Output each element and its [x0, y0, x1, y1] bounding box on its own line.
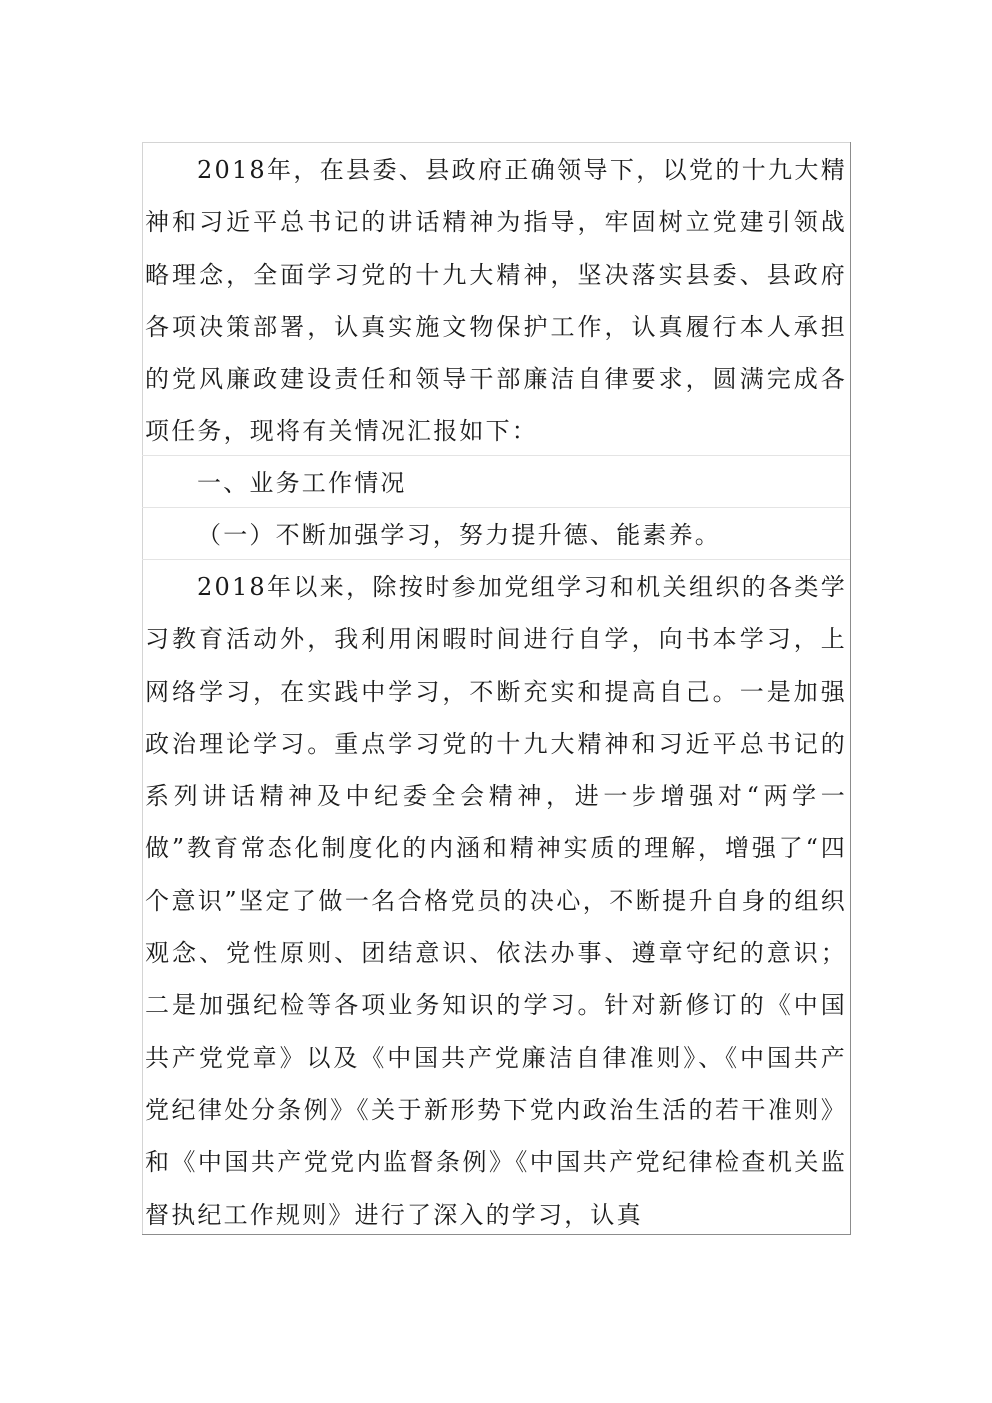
section-heading: 一、业务工作情况	[197, 469, 407, 497]
body-paragraph: 2018年以来，除按时参加党组学习和机关组织的各类学习教育活动外，我利用闲暇时间进行自学，向书本学习，上网络学习，在实践中学习，不断充实和提高自己。一是加强政治理论学习。重点学习党的十九大精神和习近平总书记的系列讲话精神及中纪委全会精神，进一步增强对“两学一做”教育常态化制度化的内涵和精神实质的理解，增强了“四个意识”坚定了做一名合格党员的决心，不断提升自身的组织观念、党性原则、团结意识、依法办事、遵章守纪的意识；二是加强纪检等各项业务知识的学习。针对新修订的《中国共产党党章》以及《中国共产党廉洁自律准则》、《中国共产党纪律处分条例》《关于新形势下党内政治生活的若干准则》和《中国共产党党内监督条例》《中国共产党纪律检查机关监督执纪工作规则》进行了深入的学习，认真	[145, 573, 847, 1229]
subsection-heading: （一）不断加强学习，努力提升德、能素养。	[197, 521, 721, 549]
intro-paragraph: 2018年，在县委、县政府正确领导下，以党的十九大精神和习近平总书记的讲话精神为指导，牢固树立党建引领战略理念，全面学习党的十九大精神，坚决落实县委、县政府各项决策部署，认真实施文物保护工作，认真履行本人承担的党风廉政建设责任和领导干部廉洁自律要求，圆满完成各项任务，现将有关情况汇报如下：	[145, 156, 847, 446]
